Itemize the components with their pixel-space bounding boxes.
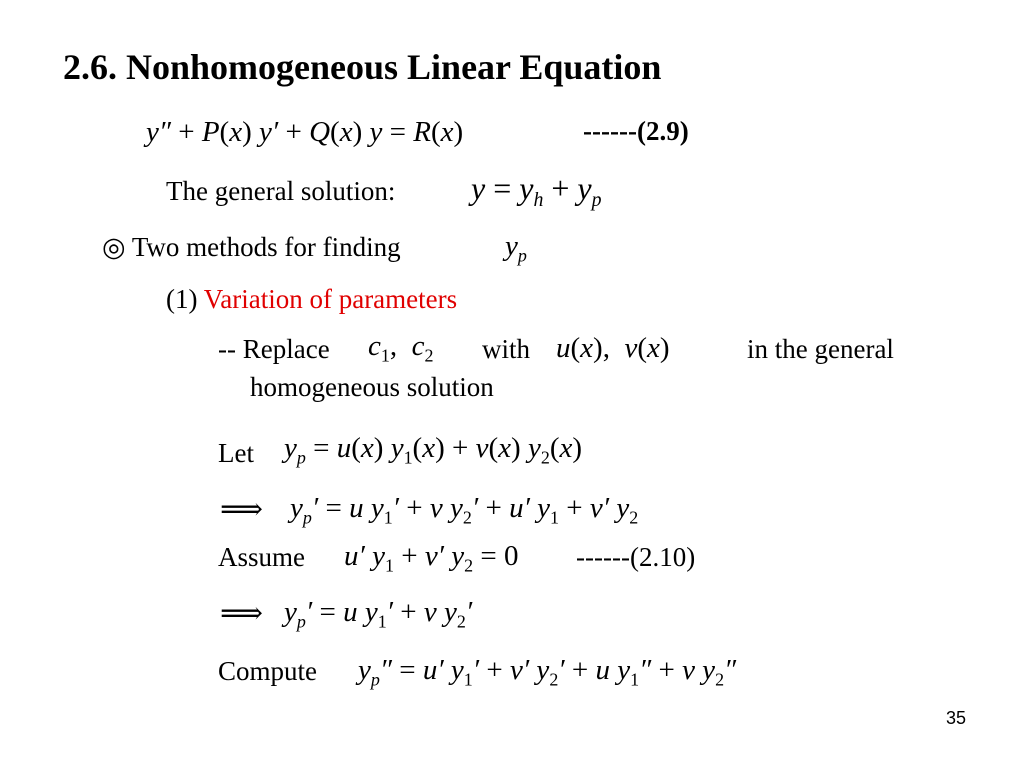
general-solution-equation: $y = y_h + y_p$ bbox=[471, 170, 602, 211]
method1-name: Variation of parameters bbox=[203, 284, 458, 314]
methods-line bbox=[102, 232, 401, 263]
replace-prefix: -- Replace bbox=[218, 334, 330, 364]
replace-with: with bbox=[482, 334, 531, 364]
main-equation: y″ + P(x) y′ + Q(x) y = R(x) bbox=[146, 116, 464, 148]
let-equation: $y_p = u(x) y_1(x) + v(x)$ $y_2(x)$ bbox=[284, 432, 583, 468]
compute-equation: $y_p'' = u'$ $y_1' + v'$ $y_2' + u$ $y_1'' + v$ $y_2''$ bbox=[358, 654, 737, 690]
derivative-equation-2: $y_p' = u$ $y_1' + v$ $y_2'$ bbox=[284, 596, 473, 632]
method1-number: (1) bbox=[166, 284, 198, 314]
replace-vars: $c_1$, $c_2$ bbox=[368, 330, 434, 366]
bullet-icon: ◎ bbox=[102, 232, 126, 262]
implies-icon: ⟹ bbox=[220, 492, 264, 527]
general-solution-label: The general solution: bbox=[166, 176, 396, 206]
assume-equation-number: ------(2.10) bbox=[576, 542, 696, 572]
assume-label: Assume bbox=[218, 542, 305, 572]
replace-line2: homogeneous solution bbox=[250, 372, 494, 402]
methods-variable: $y_p$ bbox=[505, 230, 527, 266]
page-number: 35 bbox=[945, 708, 966, 728]
derivative-equation: $y_p' = u$ $y_1' + v$ $y_2' + u'$ $y_1 + v'$ $y_2$ bbox=[290, 492, 639, 528]
compute-label: Compute bbox=[218, 656, 317, 686]
assume-equation: u′ $y_1 + v'$ $y_2 = 0$ bbox=[344, 540, 519, 576]
slide-title: 2.6. Nonhomogeneous Linear Equation bbox=[63, 47, 662, 87]
let-label: Let bbox=[218, 438, 254, 468]
method1-heading bbox=[166, 284, 457, 315]
replace-funcs: u(x), v(x) bbox=[556, 332, 670, 364]
main-equation-number: ------(2.9) bbox=[583, 116, 689, 146]
methods-text: Two methods for finding bbox=[131, 232, 401, 262]
implies-icon-2: ⟹ bbox=[220, 596, 264, 631]
replace-suffix: in the general bbox=[747, 334, 894, 364]
